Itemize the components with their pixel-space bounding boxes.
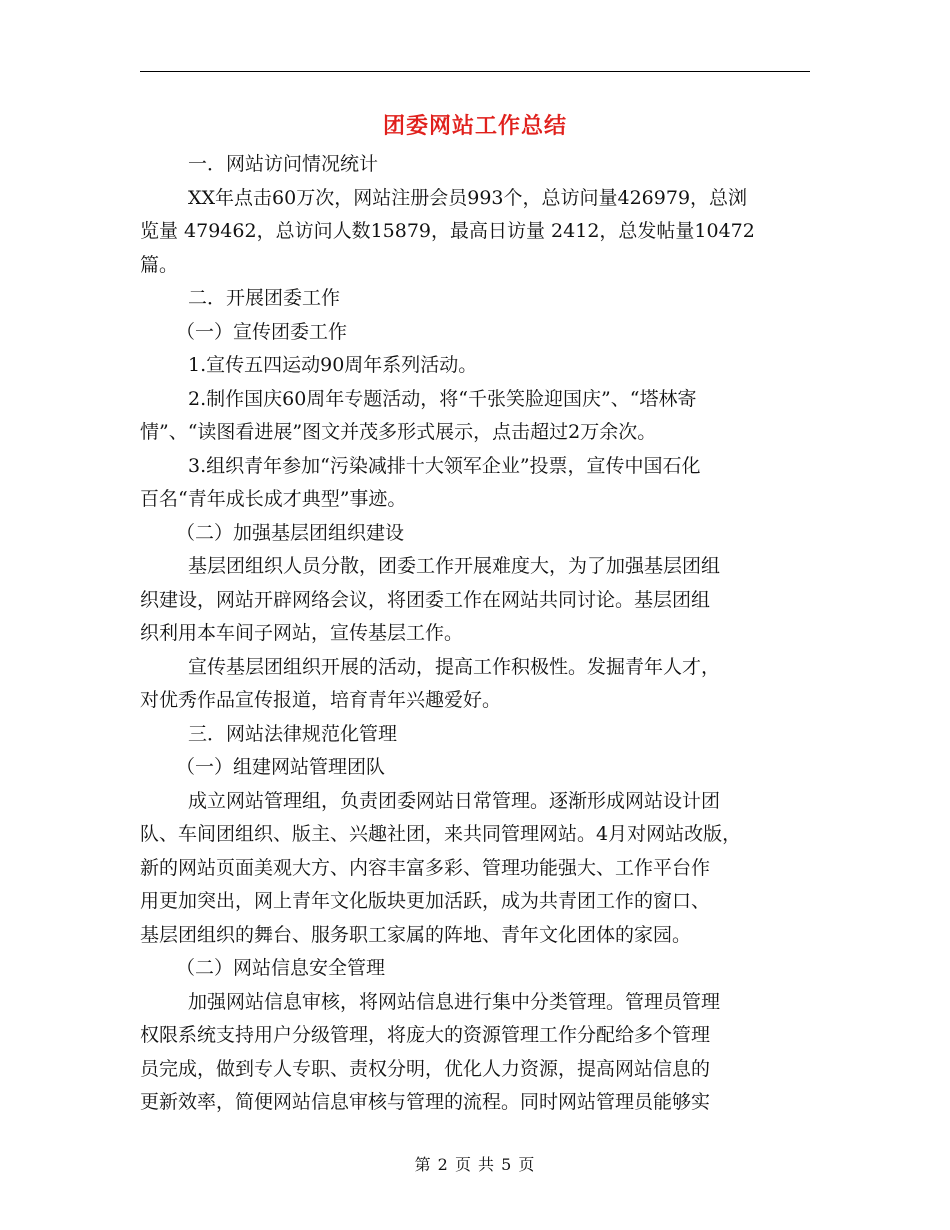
paragraph-line: 基层团组织的舞台、服务职工家属的阵地、青年文化团体的家园。 [140, 923, 692, 946]
paragraph-line: XX年点击60万次，网站注册会员993个，总访问量426979，总浏 [188, 186, 748, 209]
paragraph-line: 用更加突出，网上青年文化版块更加活跃，成为共青团工作的窗口、 [140, 890, 711, 912]
document-body [140, 148, 815, 1120]
paragraph-line: 宣传基层团组织开展的活动，提高工作积极性。发掘青年人才， [188, 655, 721, 678]
paragraph-line: 篇。 [140, 253, 179, 276]
subsection-heading: （一）宣传团委工作 [176, 320, 348, 343]
document-title: 团委网站工作总结 [382, 113, 567, 139]
paragraph-line: 对优秀作品宣传报道，培育青年兴趣爱好。 [140, 689, 502, 711]
paragraph-line: 基层团组织人员分散，团委工作开展难度大，为了加强基层团组 [188, 555, 721, 577]
section-heading: 一．网站访问情况统计 [188, 153, 379, 175]
section-heading: 二．开展团委工作 [188, 287, 341, 309]
subsection-heading: （一）组建网站管理团队 [176, 756, 386, 778]
subsection-heading: （二）加强基层团组织建设 [176, 521, 405, 544]
paragraph-line: 权限系统支持用户分级管理，将庞大的资源管理工作分配给多个管理 [140, 1024, 711, 1046]
paragraph-line: 更新效率，简便网站信息审核与管理的流程。同时网站管理员能够实 [140, 1091, 711, 1113]
header-rule [140, 71, 810, 72]
paragraph-line: 员完成，做到专人专职、责权分明，优化人力资源，提高网站信息的 [140, 1057, 711, 1080]
list-item: 3.组织青年参加“污染减排十大领军企业”投票，宣传中国石化 [188, 454, 701, 477]
paragraph-line: 织利用本车间子网站，宣传基层工作。 [140, 622, 464, 644]
paragraph-line: 队、车间团组织、版主、兴趣社团，来共同管理网站。4月对网站改版， [140, 823, 742, 845]
section-heading: 三．网站法律规范化管理 [188, 722, 398, 745]
list-item-continuation: 百名“青年成长成才典型”事迹。 [140, 488, 407, 510]
list-item: 1.宣传五四运动90周年系列活动。 [188, 354, 478, 376]
paragraph-line: 织建设，网站开辟网络会议，将团委工作在网站共同讨论。基层团组 [140, 588, 711, 611]
paragraph-line: 新的网站页面美观大方、内容丰富多彩、管理功能强大、工作平台作 [140, 856, 711, 879]
paragraph-line: 成立网站管理组，负责团委网站日常管理。逐渐形成网站设计团 [188, 789, 721, 812]
paragraph-line: 加强网站信息审核，将网站信息进行集中分类管理。管理员管理 [188, 990, 721, 1013]
list-item: 2.制作国庆60周年专题活动，将“千张笑脸迎国庆”、“塔林寄 [188, 387, 697, 410]
subsection-heading: （二）网站信息安全管理 [176, 957, 386, 979]
list-item-continuation: 情”、“读图看进展”图文并茂多形式展示，点击超过2万余次。 [140, 421, 657, 443]
page-number: 第 2 页 共 5 页 [414, 1155, 536, 1174]
paragraph-line: 览量 479462，总访问人数15879，最高日访量 2412，总发帖量10472 [140, 220, 755, 242]
